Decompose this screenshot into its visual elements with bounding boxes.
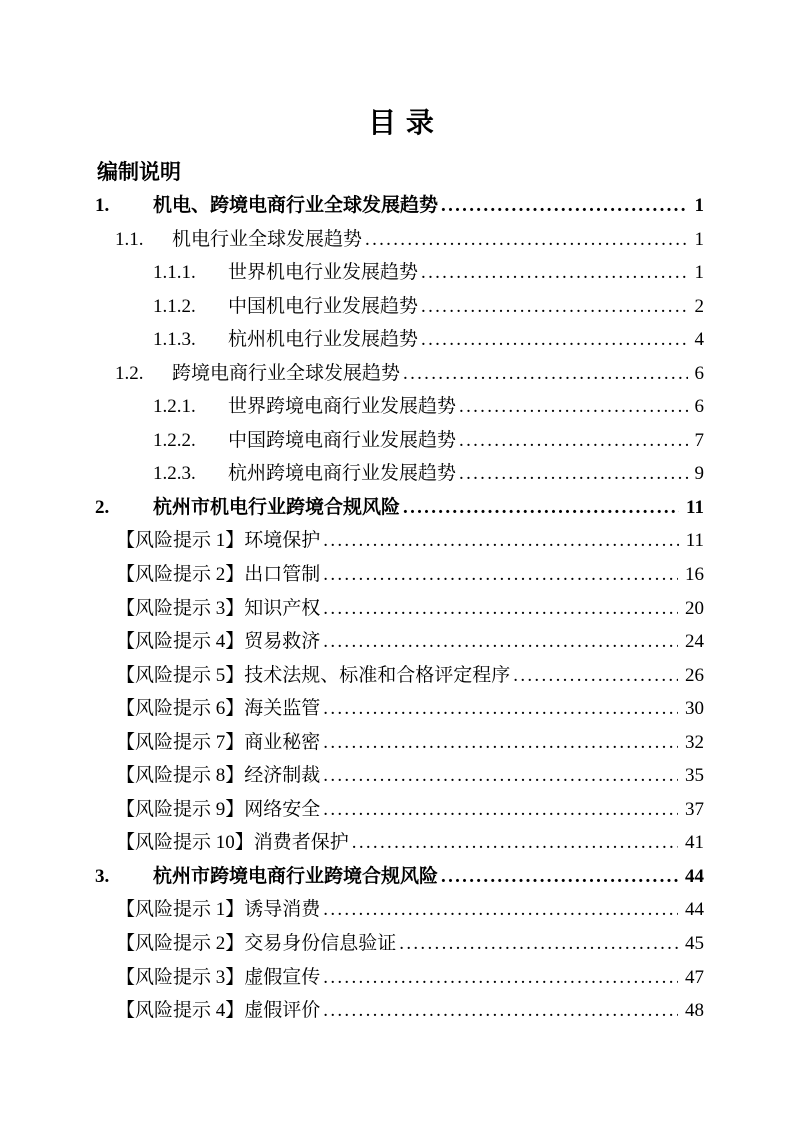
toc-entry[interactable]: [0, 659, 803, 693]
toc-entry[interactable]: [0, 524, 803, 558]
dot-leader: [513, 659, 678, 693]
toc-entry-page: 1: [694, 262, 704, 284]
toc-entry-label: 【风险提示 3】虚假宣传: [116, 966, 321, 988]
toc-entry-label: 【风险提示 8】经济制裁: [116, 765, 321, 787]
dot-leader: [421, 290, 687, 324]
toc-entry[interactable]: [0, 491, 803, 525]
toc-entry[interactable]: [0, 189, 803, 223]
toc-entry-page: 37: [685, 798, 704, 820]
toc-entry-page: 24: [685, 631, 704, 653]
toc-entry-page: 6: [694, 396, 704, 418]
toc-entry-page: 1: [694, 195, 704, 216]
toc-entry-label: 杭州机电行业发展趋势: [228, 329, 419, 351]
toc-entry-number: 1.1.2.: [153, 295, 196, 317]
toc-entry-page: 20: [685, 597, 704, 619]
toc-entry-page: 44: [685, 865, 704, 887]
toc-entry[interactable]: [0, 692, 803, 726]
dot-leader: [421, 256, 687, 290]
toc-entry-label: 世界跨境电商行业发展趋势: [228, 396, 457, 418]
toc-entry-label: 【风险提示 6】海关监管: [116, 698, 321, 720]
toc-entry-label: 【风险提示 4】虚假评价: [116, 1000, 321, 1022]
toc-entry-page: 1: [694, 228, 704, 250]
toc-entry-label: 机电行业全球发展趋势: [172, 228, 363, 250]
toc-entry-label: 【风险提示 4】贸易救济: [116, 631, 321, 653]
toc-entry-number: 3.: [95, 865, 110, 887]
toc-entry-page: 44: [685, 899, 704, 921]
dot-leader: [323, 524, 678, 558]
toc-entry-page: 11: [686, 496, 704, 518]
dot-leader: [323, 893, 678, 927]
toc-entry-page: 4: [694, 329, 704, 351]
toc-entry-number: 1.1.: [115, 228, 144, 250]
dot-leader: [403, 357, 687, 391]
dot-leader: [323, 759, 678, 793]
preface-heading: 编制说明: [97, 161, 181, 184]
toc-entry-page: 48: [685, 1000, 704, 1022]
toc-entry[interactable]: [0, 592, 803, 626]
toc-entry[interactable]: [0, 625, 803, 659]
toc-entry[interactable]: [0, 223, 803, 257]
toc-entry-number: 2.: [95, 496, 110, 518]
toc-entry-label: 跨境电商行业全球发展趋势: [172, 362, 401, 384]
dot-leader: [323, 994, 678, 1028]
toc-entry-label: 【风险提示 1】环境保护: [116, 530, 321, 552]
toc-entry-page: 11: [685, 530, 704, 552]
toc-entry[interactable]: [0, 927, 803, 961]
toc-entry[interactable]: [0, 390, 803, 424]
toc-entry-label: 【风险提示 2】交易身份信息验证: [116, 933, 397, 955]
toc-entry[interactable]: [0, 357, 803, 391]
toc-entry[interactable]: [0, 893, 803, 927]
toc-list: [0, 189, 803, 1028]
toc-entry[interactable]: [0, 961, 803, 995]
toc-entry-number: 1.2.1.: [153, 396, 196, 418]
toc-entry-page: 26: [685, 664, 704, 686]
toc-entry-label: 【风险提示 10】消费者保护: [116, 832, 349, 854]
toc-entry[interactable]: [0, 826, 803, 860]
toc-entry[interactable]: [0, 726, 803, 760]
dot-leader: [399, 927, 678, 961]
toc-entry[interactable]: [0, 424, 803, 458]
dot-leader: [459, 457, 687, 491]
toc-entry-label: 【风险提示 9】网络安全: [116, 798, 321, 820]
toc-entry-page: 47: [685, 966, 704, 988]
dot-leader: [323, 726, 678, 760]
toc-entry-label: 机电、跨境电商行业全球发展趋势: [153, 195, 439, 216]
dot-leader: [323, 793, 678, 827]
dot-leader: [323, 961, 678, 995]
toc-entry[interactable]: [0, 256, 803, 290]
toc-entry-page: 35: [685, 765, 704, 787]
toc-entry-label: 杭州市跨境电商行业跨境合规风险: [153, 865, 439, 887]
page-title: 目 录: [368, 107, 435, 138]
toc-entry-page: 6: [694, 362, 704, 384]
dot-leader: [365, 223, 687, 257]
toc-entry-label: 世界机电行业发展趋势: [228, 262, 419, 284]
toc-entry-number: 1.1.3.: [153, 329, 196, 351]
dot-leader: [323, 592, 678, 626]
toc-entry-label: 杭州市机电行业跨境合规风险: [153, 496, 401, 518]
toc-entry[interactable]: [0, 759, 803, 793]
toc-entry[interactable]: [0, 994, 803, 1028]
toc-entry-label: 【风险提示 1】诱导消费: [116, 899, 321, 921]
dot-leader: [323, 558, 678, 592]
toc-entry-number: 1.1.1.: [153, 262, 196, 284]
toc-entry-number: 1.2.3.: [153, 463, 196, 485]
dot-leader: [459, 390, 687, 424]
toc-entry-page: 16: [685, 564, 704, 586]
toc-entry-number: 1.: [95, 195, 110, 216]
dot-leader: [323, 625, 678, 659]
toc-entry-page: 30: [685, 698, 704, 720]
toc-entry-page: 41: [685, 832, 704, 854]
toc-entry-page: 45: [685, 933, 704, 955]
toc-entry-number: 1.2.2.: [153, 429, 196, 451]
toc-entry-label: 中国跨境电商行业发展趋势: [228, 429, 457, 451]
toc-entry-page: 2: [694, 295, 704, 317]
toc-entry-label: 【风险提示 3】知识产权: [116, 597, 321, 619]
toc-entry[interactable]: [0, 860, 803, 894]
dot-leader: [421, 323, 687, 357]
toc-entry-label: 中国机电行业发展趋势: [228, 295, 419, 317]
toc-entry-page: 32: [685, 731, 704, 753]
toc-entry[interactable]: [0, 290, 803, 324]
toc-entry-page: 7: [694, 429, 704, 451]
toc-entry[interactable]: [0, 558, 803, 592]
toc-entry-label: 【风险提示 5】技术法规、标准和合格评定程序: [116, 664, 511, 686]
toc-entry-number: 1.2.: [115, 362, 144, 384]
toc-entry-label: 杭州跨境电商行业发展趋势: [228, 463, 457, 485]
toc-entry-page: 9: [694, 463, 704, 485]
toc-entry-label: 【风险提示 7】商业秘密: [116, 731, 321, 753]
toc-entry[interactable]: [0, 323, 803, 357]
toc-entry-label: 【风险提示 2】出口管制: [116, 564, 321, 586]
toc-entry[interactable]: [0, 457, 803, 491]
dot-leader: [441, 189, 687, 223]
dot-leader: [323, 692, 678, 726]
dot-leader: [403, 491, 679, 525]
toc-entry[interactable]: [0, 793, 803, 827]
dot-leader: [352, 826, 678, 860]
dot-leader: [441, 860, 678, 894]
dot-leader: [459, 424, 687, 458]
